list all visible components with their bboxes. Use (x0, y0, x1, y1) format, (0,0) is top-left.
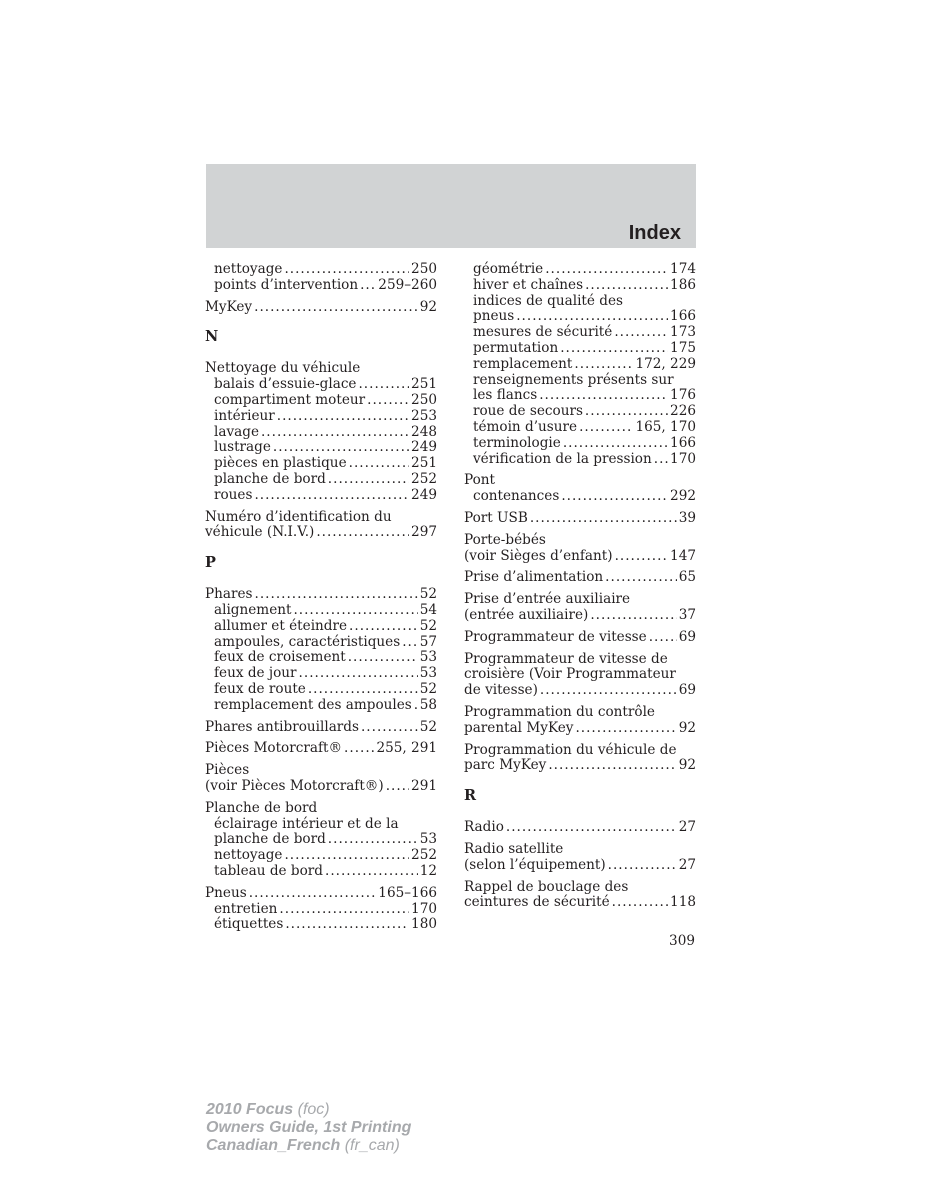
dot-leader (516, 309, 668, 325)
index-entry (205, 361, 437, 377)
entry-page-ref: 54 (419, 601, 437, 618)
entry-text: contenances (473, 488, 560, 505)
entry-text: Planche de bord (205, 799, 318, 816)
entry-text: les flancs (473, 387, 538, 404)
entry-text: points d’intervention (214, 276, 359, 293)
entry-text: feux de jour (214, 665, 297, 682)
dot-leader (574, 357, 633, 373)
entry-page-ref: 170 (411, 900, 437, 917)
dot-leader (612, 895, 668, 911)
entry-page-ref: 52 (419, 718, 437, 735)
index-subentry (464, 420, 696, 436)
entry-text: de vitesse) (464, 682, 538, 699)
index-subentry (205, 619, 437, 635)
entry-text: MyKey (205, 298, 253, 315)
entry-page-ref: 52 (419, 680, 437, 697)
dot-leader (548, 758, 676, 774)
entry-page-ref: 69 (678, 682, 696, 699)
index-subentry (464, 489, 696, 505)
footer-language: Canadian_French (206, 1137, 341, 1154)
entry-text: planche de bord (214, 831, 326, 848)
index-entry (464, 533, 696, 549)
index-entry (464, 592, 696, 608)
entry-text: Radio satellite (464, 840, 564, 857)
entry-text: éclairage intérieur et de la (214, 815, 399, 832)
index-subentry (464, 325, 696, 341)
entry-text: planche de bord (214, 470, 326, 487)
index-entry (205, 510, 437, 526)
footer-guide: Owners Guide, 1st Printing (206, 1119, 412, 1136)
dot-leader (560, 341, 668, 357)
entry-text: feux de croisement (214, 649, 346, 666)
entry-text: parc MyKey (464, 757, 547, 774)
entry-page-ref: 255, 291 (376, 740, 437, 757)
entry-text: Phares antibrouillards (205, 718, 359, 735)
entry-page-ref: 53 (419, 665, 437, 682)
entry-page-ref: 248 (411, 423, 437, 440)
entry-page-ref: 170 (670, 450, 696, 467)
entry-page-ref: 291 (411, 777, 437, 794)
entry-page-ref: 251 (411, 376, 437, 393)
index-subentry (205, 666, 437, 682)
entry-text: vérification de la pression (473, 450, 652, 467)
entry-page-ref: 147 (670, 547, 696, 564)
entry-text: roue de secours (473, 403, 583, 420)
index-subentry (464, 278, 696, 294)
index-entry (464, 880, 696, 896)
index-subentry (205, 650, 437, 666)
dot-leader (299, 666, 418, 682)
entry-text: nettoyage (214, 261, 283, 277)
entry-text: alignement (214, 601, 292, 618)
index-subentry (205, 864, 437, 880)
entry-page-ref: 249 (411, 486, 437, 503)
index-entry (205, 587, 437, 603)
entry-page-ref: 166 (670, 434, 696, 451)
index-subentry (205, 635, 437, 651)
entry-text: Numéro d’identification du (205, 508, 392, 525)
entry-page-ref: 249 (411, 439, 437, 456)
index-entry (464, 630, 696, 646)
index-subentry (205, 917, 437, 933)
dot-leader (358, 377, 409, 393)
dot-leader (285, 917, 409, 933)
index-subentry (464, 388, 696, 404)
entry-text: Pièces Motorcraft® (205, 740, 343, 757)
index-subentry (205, 377, 437, 393)
dot-leader (608, 858, 677, 874)
entry-page-ref: 12 (419, 862, 437, 879)
entry-text: (voir Pièces Motorcraft®) (205, 777, 384, 794)
entry-page-ref: 251 (411, 455, 437, 472)
dot-leader (614, 325, 668, 341)
entry-text: Radio (464, 819, 504, 836)
index-subentry (205, 472, 437, 488)
entry-page-ref: 226 (670, 403, 696, 420)
entry-page-ref: 52 (419, 617, 437, 634)
section-title: Index (628, 222, 681, 244)
entry-page-ref: 176 (670, 387, 696, 404)
dot-leader (590, 608, 676, 624)
footer-model-code: (foc) (297, 1101, 330, 1118)
entry-page-ref: 39 (678, 509, 696, 526)
entry-page-ref: 92 (678, 757, 696, 774)
entry-text: Programmation du véhicule de (464, 741, 677, 758)
entry-page-ref: 172, 229 (635, 355, 696, 372)
entry-page-ref: 57 (419, 633, 437, 650)
dot-leader (273, 440, 409, 456)
dot-leader (361, 720, 418, 736)
entry-text: remplacement (473, 355, 573, 372)
entry-page-ref: 58 (419, 696, 437, 713)
index-subentry (205, 902, 437, 918)
entry-text: entretien (214, 900, 278, 917)
entry-text: terminologie (473, 434, 561, 451)
index-entry (464, 667, 696, 683)
entry-text: nettoyage (214, 847, 283, 864)
entry-text: Port USB (464, 509, 528, 526)
entry-text: remplacement des ampoules (214, 696, 412, 713)
index-entry (205, 720, 437, 736)
entry-text: mesures de sécurité (473, 324, 613, 341)
entry-text: parental MyKey (464, 719, 574, 736)
dot-leader (344, 741, 374, 757)
index-subentry (205, 832, 437, 848)
entry-page-ref: 52 (419, 586, 437, 603)
dot-leader (585, 404, 668, 420)
index-entry (464, 473, 696, 489)
index-entry (464, 683, 696, 699)
dot-leader (277, 409, 409, 425)
dot-leader (293, 603, 417, 619)
entry-text: ampoules, caractéristiques (214, 633, 401, 650)
entry-page-ref: 166 (670, 308, 696, 325)
footer (206, 1101, 411, 1155)
entry-page-ref: 180 (411, 916, 437, 933)
entry-text: ceintures de sécurité (464, 894, 610, 911)
index-entry (464, 511, 696, 527)
dot-leader (585, 278, 668, 294)
index-subentry (205, 488, 437, 504)
dot-leader (414, 698, 418, 714)
entry-page-ref: 165–166 (378, 884, 437, 901)
entry-page-ref: 252 (411, 470, 437, 487)
entry-page-ref: 297 (411, 524, 437, 541)
entry-page-ref: 27 (678, 856, 696, 873)
entry-text: renseignements présents sur (473, 371, 674, 388)
dot-leader (402, 635, 417, 651)
entry-text: Programmateur de vitesse (464, 628, 647, 645)
dot-leader (545, 262, 668, 278)
entry-text: Porte-bébés (464, 531, 546, 548)
entry-text: Pont (464, 472, 495, 489)
entry-page-ref: 174 (670, 261, 696, 277)
dot-leader (328, 472, 409, 488)
index-entry (464, 608, 696, 624)
page-number: 309 (669, 933, 695, 949)
index-entry (464, 820, 696, 836)
entry-text: Rappel de bouclage des (464, 878, 629, 895)
footer-model: 2010 Focus (206, 1101, 294, 1118)
entry-text: véhicule (N.I.V.) (205, 524, 315, 541)
index-entry (205, 763, 437, 779)
entry-text: géométrie (473, 261, 544, 277)
entry-text: lustrage (214, 439, 271, 456)
entry-text: Pneus (205, 884, 247, 901)
dot-leader (255, 587, 418, 603)
entry-page-ref: 259–260 (378, 276, 437, 293)
entry-page-ref: 250 (411, 391, 437, 408)
index-letter-heading: N (205, 328, 219, 346)
dot-leader (261, 425, 409, 441)
entry-text: balais d’essuie-glace (214, 376, 357, 393)
entry-page-ref: 118 (670, 894, 696, 911)
dot-leader (575, 721, 676, 737)
entry-text: permutation (473, 339, 559, 356)
entry-text: feux de route (214, 680, 306, 697)
entry-page-ref: 65 (678, 569, 696, 586)
entry-page-ref: 175 (670, 339, 696, 356)
entry-text: tableau de bord (214, 862, 323, 879)
entry-page-ref: 69 (678, 628, 696, 645)
entry-text: Prise d’alimentation (464, 569, 604, 586)
entry-text: témoin d’usure (473, 418, 578, 435)
index-entry (464, 570, 696, 586)
entry-page-ref: 92 (678, 719, 696, 736)
dot-leader (530, 511, 677, 527)
dot-leader (367, 393, 409, 409)
entry-text: Nettoyage du véhicule (205, 360, 361, 377)
index-subentry (205, 393, 437, 409)
index-subentry (205, 425, 437, 441)
index-entry (464, 721, 696, 737)
index-letter-heading: R (464, 787, 477, 805)
index-entry (464, 858, 696, 874)
entry-text: pneus (473, 308, 515, 325)
index-entry (464, 705, 696, 721)
dot-leader (279, 902, 409, 918)
entry-text: lavage (214, 423, 259, 440)
dot-leader (316, 525, 409, 541)
index-entry (464, 549, 696, 565)
dot-leader (540, 683, 677, 699)
index-column-left (205, 262, 437, 933)
dot-leader (254, 300, 418, 316)
index-subentry (464, 357, 696, 373)
index-entry (205, 525, 437, 541)
index-subentry (205, 682, 437, 698)
dot-leader (249, 886, 377, 902)
entry-text: (selon l’équipement) (464, 856, 606, 873)
entry-page-ref: 92 (419, 298, 437, 315)
index-subentry (205, 440, 437, 456)
dot-leader (615, 549, 668, 565)
dot-leader (328, 832, 418, 848)
index-subentry (464, 309, 696, 325)
index-entry (205, 886, 437, 902)
header-band (206, 164, 696, 248)
index-subentry (205, 848, 437, 864)
index-subentry (205, 409, 437, 425)
dot-leader (561, 489, 668, 505)
entry-page-ref: 250 (411, 261, 437, 277)
index-entry (464, 758, 696, 774)
dot-leader (360, 278, 376, 294)
index-subentry (464, 341, 696, 357)
entry-text: intérieur (214, 407, 275, 424)
index-subentry (464, 452, 696, 468)
entry-text: étiquettes (214, 916, 284, 933)
entry-text: (voir Sièges d’enfant) (464, 547, 613, 564)
index-subentry (464, 262, 696, 278)
entry-text: croisière (Voir Programmateur (464, 666, 676, 683)
entry-page-ref: 186 (670, 276, 696, 293)
index-entry (464, 652, 696, 668)
entry-page-ref: 252 (411, 847, 437, 864)
entry-page-ref: 53 (419, 831, 437, 848)
dot-leader (325, 864, 418, 880)
dot-leader (349, 456, 409, 472)
entry-page-ref: 37 (678, 606, 696, 623)
entry-text: (entrée auxiliaire) (464, 606, 589, 623)
dot-leader (349, 619, 418, 635)
entry-text: pièces en plastique (214, 455, 347, 472)
index-subentry (205, 278, 437, 294)
entry-page-ref: 53 (419, 649, 437, 666)
dot-leader (284, 262, 409, 278)
entry-page-ref: 165, 170 (635, 418, 696, 435)
entry-text: roues (214, 486, 253, 503)
index-subentry (205, 698, 437, 714)
dot-leader (654, 452, 668, 468)
dot-leader (308, 682, 418, 698)
index-letter-heading: P (205, 554, 216, 572)
index-subentry (464, 294, 696, 310)
dot-leader (348, 650, 418, 666)
index-entry (464, 895, 696, 911)
entry-page-ref: 292 (670, 488, 696, 505)
index-entry (464, 842, 696, 858)
entry-text: hiver et chaînes (473, 276, 584, 293)
dot-leader (386, 779, 409, 795)
dot-leader (605, 570, 677, 586)
dot-leader (579, 420, 633, 436)
index-subentry (464, 436, 696, 452)
entry-text: Prise d’entrée auxiliaire (464, 591, 631, 608)
index-subentry (205, 262, 437, 278)
index-subentry (205, 817, 437, 833)
dot-leader (563, 436, 668, 452)
index-entry (205, 300, 437, 316)
footer-language-code: (fr_can) (344, 1137, 400, 1154)
entry-text: allumer et éteindre (214, 617, 348, 634)
dot-leader (539, 388, 668, 404)
entry-text: indices de qualité des (473, 292, 623, 309)
index-entry (205, 779, 437, 795)
entry-page-ref: 173 (670, 324, 696, 341)
entry-text: Pièces (205, 762, 250, 779)
index-subentry (464, 373, 696, 389)
entry-text: Programmateur de vitesse de (464, 650, 668, 667)
entry-text: compartiment moteur (214, 391, 366, 408)
index-entry (464, 743, 696, 759)
entry-page-ref: 253 (411, 407, 437, 424)
entry-text: Programmation du contrôle (464, 703, 655, 720)
index-entry (205, 741, 437, 757)
index-subentry (205, 456, 437, 472)
entry-text: Phares (205, 586, 253, 603)
index-entry (205, 801, 437, 817)
entry-page-ref: 27 (678, 819, 696, 836)
dot-leader (506, 820, 677, 836)
dot-leader (254, 488, 409, 504)
index-subentry (205, 603, 437, 619)
dot-leader (284, 848, 409, 864)
index-column-right (464, 262, 696, 911)
dot-leader (649, 630, 677, 646)
index-subentry (464, 404, 696, 420)
